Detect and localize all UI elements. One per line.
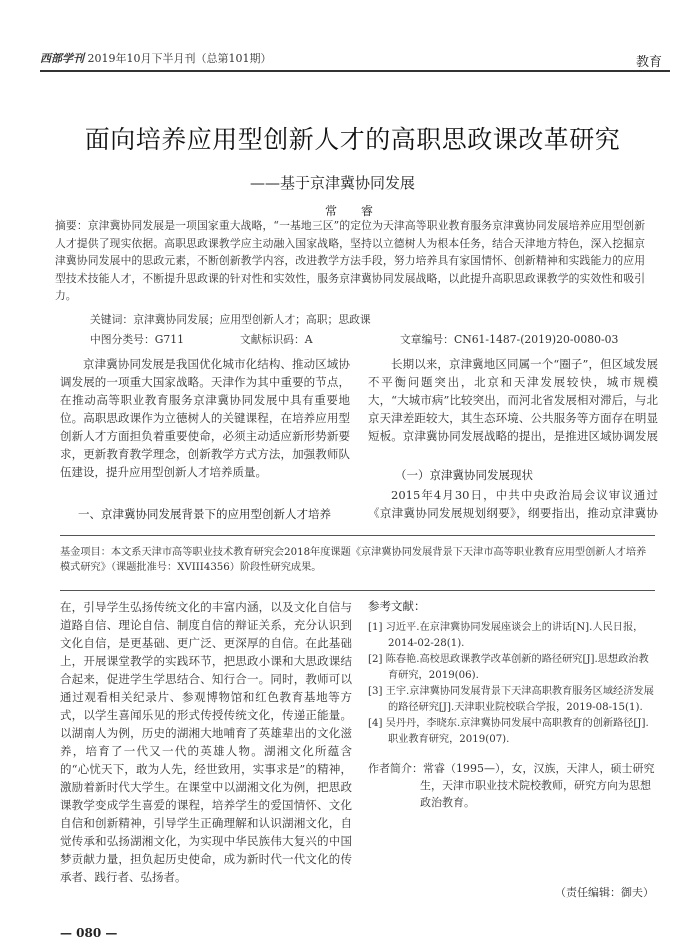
section-tag: 教育 [636, 55, 663, 70]
doc-code-value: A [304, 333, 313, 346]
responsible-editor: （责任编辑：御夫） [555, 886, 654, 899]
reference-item: [3] 王宇.京津冀协同发展背景下天津高职教育服务区域经济发展的路径研究[J].天津职业院校联合学报，2019-08-15(1). [368, 686, 654, 713]
right-top-paragraph-2: 2015年4月30日，中共中央政治局会议审议通过《京津冀协同发展规划纲要》，纲要指出，推动京津冀协 [368, 488, 658, 520]
article-author: 常 睿 [325, 204, 383, 218]
article-title: 面向培养应用型创新人才的高职思政课改革研究 [84, 125, 621, 154]
journal-issue: 2019年10月下半月刊（总第101期） [84, 52, 272, 65]
clc-label: 中图分类号： [90, 333, 155, 346]
author-intro-label: 作者简介： [368, 762, 423, 775]
reference-item: [1] 习近平.在京津冀协同发展座谈会上的讲话[N].人民日报，2014-02-28(1). [368, 622, 644, 649]
clc-value: G711 [154, 333, 185, 346]
article-no-label: 文章编号： [400, 333, 454, 346]
keywords-label: 关键词： [90, 313, 134, 326]
article-no-value: CN61-1487-(2019)20-0080-03 [453, 333, 619, 346]
references-list [368, 620, 658, 748]
section-divider [60, 590, 655, 591]
journal-name: 西部学刊 [40, 52, 84, 65]
references-title: 参考文献： [368, 599, 426, 613]
left-bottom-paragraph: 在，引导学生弘扬传统文化的丰富内涵，以及文化自信与道路自信、理论自信、制度自信的辩证关系，充分认识到文化自信，是更基础、更广泛、更深厚的自信。在此基础上，开展课堂教学的实践环节，把思政小课和大思政课结合起来，促进学生学思结合、知行合一。同时，教师可以通过观看相关纪录片、参观博物馆和红色教育基地等方式，以学生喜闻乐见的形式传授传统文化，传递正能量。以湖南人为例，历史的湖湘大地哺育了英雄辈出的文化滋养，培育了一代又一代的英雄人物。湖湘文化所蕴含的“心忧天下，敢为人先，经世致用，实事求是”的精神，激励着新时代大学生。在课堂中以湖湘文化为例，把思政课教学变成学生喜爱的课程，培养学生的爱国情怀、文化自信和创新精神，引导学生正确理解和认识湖湘文化，自觉传承和弘扬湖湘文化，为实现中华民族伟大复兴的中国梦贡献力量，担负起历史使命，成为新时代一代文化的传承者、践行者、弘扬者。 [60, 600, 352, 884]
right-top-paragraph-1: 长期以来，京津冀地区同属一个“圈子”，但区域发展不平衡问题突出，北京和天津发展较快，城市规模大，“大城市病”比较突出，而河北省发展相对滞后，与北京天津差距较大，其生态环境、公共服务等方面存在明显短板。京津冀协同发展战略的提出，是推进区域协调发展 [368, 357, 658, 443]
article-no-field [400, 332, 618, 347]
keywords-text: 京津冀协同发展；应用型创新人才；高职；思政课 [133, 313, 371, 326]
author-intro [368, 760, 658, 811]
left-top-paragraph: 京津冀协同发展是我国优化城市化结构、推动区域协调发展的一项重大国家战略。天津作为其中重要的节点，在推动高等职业教育服务京津冀协同发展中具有重要地位。高职思政课作为立德树人的关键课程，在培养应用型创新人才方面担负着重要使命，必须主动适应新形势新要求，更新教育教学理念，创新教学方式方法，加强教师队伍建设，提升应用型创新人才培养质量。 [60, 357, 350, 479]
keywords [90, 312, 650, 327]
footnote-rule [60, 535, 655, 536]
right-section-heading: （一）京津冀协同发展现状 [395, 468, 533, 482]
fund-note: 基金项目：本文系天津市高等职业技术教育研究会2018年度课题《京津冀协同发展背景下天津市高等职业教育应用型创新人才培养模式研究》（课题批准号：XVIII4356）阶段性研究成果。 [60, 547, 647, 573]
left-section-heading: 一、京津冀协同发展背景下的应用型创新人才培养 [78, 507, 331, 521]
references-block [368, 598, 658, 811]
journal-header [40, 50, 271, 66]
author-intro-text: 常睿（1995—），女，汉族，天津人，硕士研究生，天津市职业技术院校教师，研究方向为思想政治教育。 [420, 762, 655, 809]
doc-code-field [240, 332, 313, 347]
abstract: 摘要：京津冀协同发展是一项国家重大战略，“一基地三区”的定位为天津高等职业教育服务京津冀协同发展培养应用型创新人才提供了现实依据。高职思政课教学应主动融入国家战略，坚持以立德树人为根本任务，结合天津地方特色，深入挖掘京津冀协同发展中的思政元素，不断创新教学内容，改进教学方法手段，努力培养具有家国情怀、创新精神和实践能力的应用型技术技能人才，不断提升思政课的针对性和实效性，服务京津冀协同发展战略，以此提升高职思政课教学的实效性和吸引力。 [55, 219, 645, 302]
reference-item: [4] 吴丹丹，李晓东.京津冀协同发展中高职教育的创新路径[J].职业教育研究，2019(07). [368, 718, 649, 745]
clc-field [90, 332, 184, 347]
reference-item: [2] 陈春艳.高校思政课教学改革创新的路径研究[J].思想政治教育研究，2019(06). [368, 654, 649, 681]
doc-code-label: 文献标识码： [240, 333, 305, 346]
page-number: — 080 — [60, 926, 118, 940]
article-subtitle: ——基于京津冀协同发展 [250, 174, 416, 192]
